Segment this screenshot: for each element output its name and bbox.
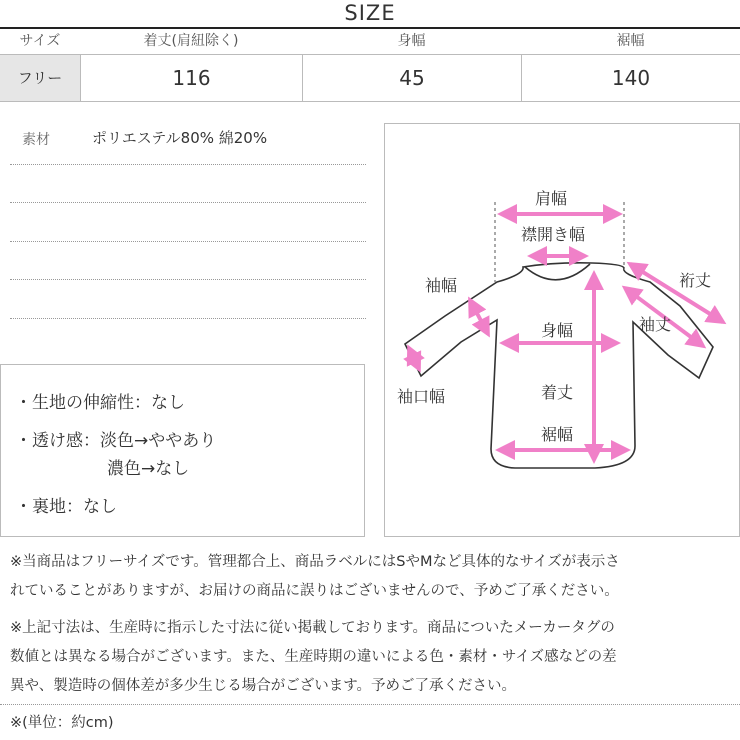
sheerness-property: ・透け感：淡色→ややあり: [15, 431, 217, 451]
cuff-label: 袖口幅: [397, 387, 446, 406]
note-line: 異や、製造時の個体差が多少生じる場合がございます。予めご了承ください。: [10, 678, 517, 694]
sheerness-property-dark: [15, 455, 364, 483]
header-size: サイズ: [19, 33, 61, 49]
material-line: [10, 126, 366, 165]
material-section: [10, 126, 366, 319]
header-hem-width: 裾幅: [616, 33, 645, 49]
header-length: 着丈(肩紐除く): [143, 33, 239, 49]
sleeve-width-label: 袖幅: [425, 276, 458, 295]
title-divider: [0, 27, 740, 29]
blank-line: [10, 242, 366, 281]
measurement-diagram: [384, 123, 740, 537]
cuff-arrow: [409, 348, 419, 369]
note-line: ※上記寸法は、生産時に指示した寸法に従い掲載しております。商品についたメーカータグの: [10, 620, 615, 636]
shoulder-label: 肩幅: [535, 189, 568, 208]
blank-line: [10, 203, 366, 242]
note-line: れていることがありますが、お届けの商品に誤りはございませんので、予めご了承ください。: [10, 583, 619, 599]
notes-section: [10, 548, 740, 701]
body-width-label: 身幅: [541, 321, 574, 340]
cell-size: フリー: [0, 55, 80, 101]
cell-body-width: 45: [302, 55, 521, 101]
fabric-properties-box: [0, 364, 365, 537]
material-value: ポリエステル80% 綿20%: [92, 129, 268, 147]
header-body-width: 身幅: [397, 33, 426, 49]
sleeve-length-label: 袖丈: [639, 315, 672, 334]
blank-line: [10, 280, 366, 319]
note-line: 数値とは異なる場合がございます。また、生産時期の違いによる色・素材・サイズ感などの差: [10, 649, 617, 665]
hem-label: 裾幅: [541, 425, 574, 444]
garment-illustration: [385, 124, 740, 538]
note-line: ※当商品はフリーサイズです。管理都合上、商品ラベルにはSやMなど具体的なサイズが表示さ: [10, 554, 620, 570]
page-title: SIZE: [344, 1, 396, 25]
lining-property: ・裏地：なし: [15, 497, 117, 517]
material-label: 素材: [22, 132, 50, 148]
unit-note: ※(単位：約cm): [10, 715, 114, 731]
stretch-property: ・生地の伸縮性：なし: [15, 393, 185, 413]
table-row: [0, 54, 740, 102]
cell-length: 116: [80, 55, 302, 101]
sleeve-width-arrow: [470, 300, 488, 334]
notes-divider: [0, 704, 740, 705]
sheerness-dark-text: 濃色→なし: [107, 459, 190, 479]
neck-label: 襟開き幅: [521, 225, 586, 244]
length-label: 着丈: [541, 383, 574, 402]
yuki-label: 裄丈: [679, 271, 712, 290]
blank-line: [10, 165, 366, 204]
cell-hem-width: 140: [521, 55, 740, 101]
